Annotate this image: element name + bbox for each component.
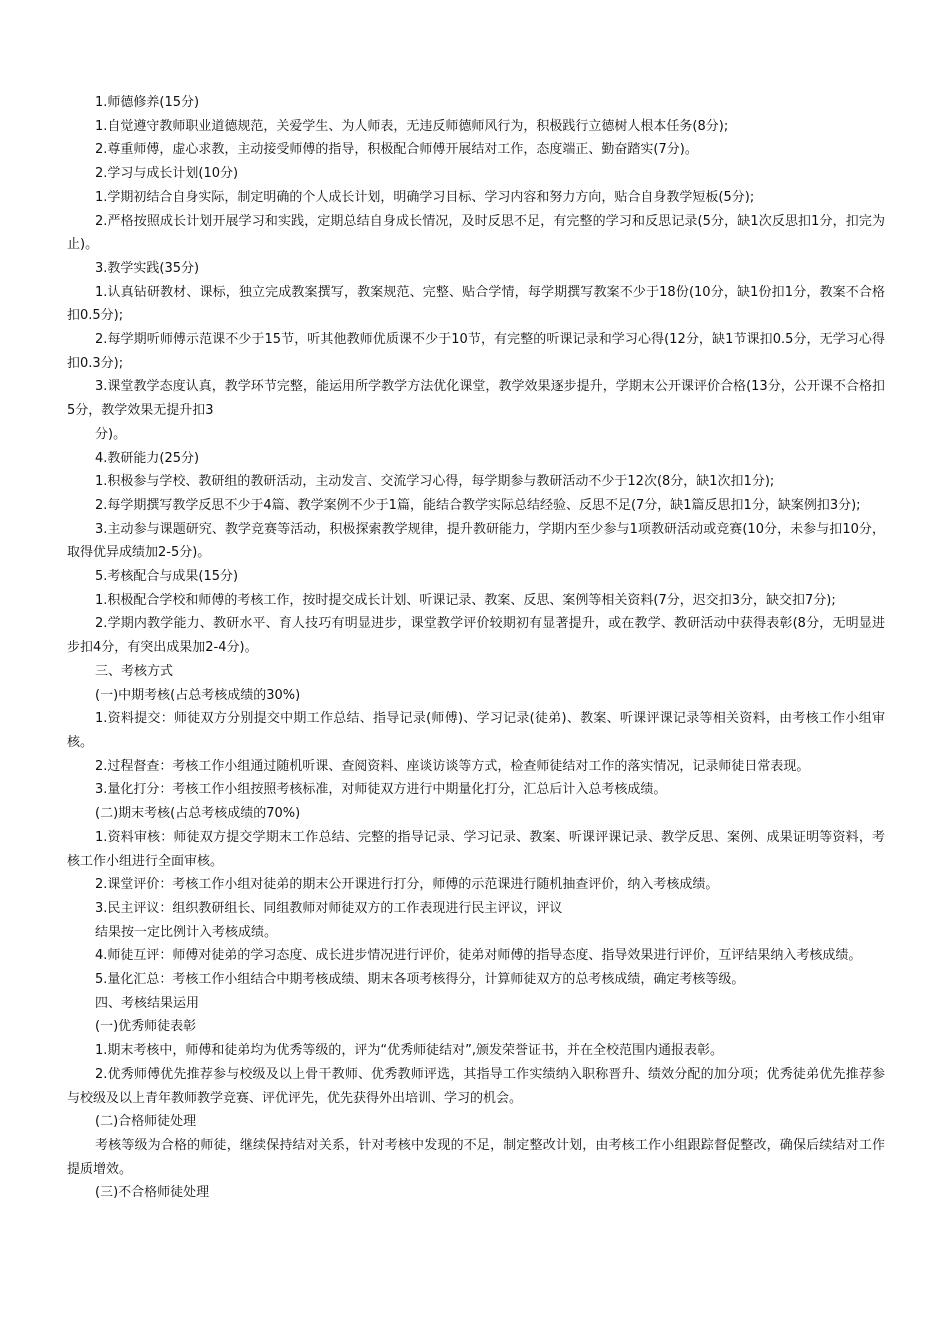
paragraph-continuation: 结果按一定比例计入考核成绩。 — [95, 924, 278, 940]
paragraph: 1.期末考核中，师傅和徒弟均为优秀等级的，评为“优秀师徒结对”,颁发荣誉证书，并在全校范围内通报表彰。 — [95, 1043, 724, 1059]
heading-research-ability: 4.教研能力(25分) — [95, 450, 200, 466]
paragraph: 2.严格按照成长计划开展学习和实践，定期总结自身成长情况，及时反思不足，有完整的学习和反思记录(5分，缺1次反思扣1分，扣完为止)。 — [67, 213, 885, 253]
paragraph: 3.民主评议：组织教研组长、同组教师对师徒双方的工作表现进行民主评议，评议 — [95, 900, 563, 916]
paragraph: 5.量化汇总：考核工作小组结合中期考核成绩、期末各项考核得分，计算师徒双方的总考核成绩，确定考核等级。 — [95, 972, 745, 988]
paragraph-continuation: 分)。 — [95, 426, 127, 442]
paragraph: 3.主动参与课题研究、教学竞赛等活动，积极探索教学规律，提升教研能力，学期内至少参与1项教研活动或竞赛(10分，未参与扣10分，取得优异成绩加2-5分)。 — [67, 521, 885, 561]
section-heading-assessment-method: 三、考核方式 — [95, 663, 174, 679]
paragraph: 2.每学期撰写教学反思不少于4篇、教学案例不少于1篇，能结合教学实际总结经验、反思不足(7分，缺1篇反思扣1分，缺案例扣3分); — [95, 497, 861, 513]
paragraph: 1.学期初结合自身实际，制定明确的个人成长计划，明确学习目标、学习内容和努力方向，贴合自身教学短板(5分); — [95, 189, 755, 205]
subheading-excellent: (一)优秀师徒表彰 — [95, 1019, 197, 1035]
section-heading-results: 四、考核结果运用 — [95, 995, 200, 1011]
paragraph: 2.过程督查：考核工作小组通过随机听课、查阅资料、座谈访谈等方式，检查师徒结对工作的落实情况，记录师徒日常表现。 — [95, 758, 810, 774]
paragraph: 2.课堂评价：考核工作小组对徒弟的期末公开课进行打分，师傅的示范课进行随机抽查评价，纳入考核成绩。 — [95, 877, 719, 893]
paragraph: 1.资料审核：师徒双方提交学期末工作总结、完整的指导记录、学习记录、教案、听课评课记录、教学反思、案例、成果证明等资料，考核工作小组进行全面审核。 — [67, 829, 885, 869]
subheading-final: (二)期末考核(占总考核成绩的70%) — [95, 806, 301, 822]
heading-cooperation: 5.考核配合与成果(15分) — [95, 569, 239, 585]
paragraph: 3.量化打分：考核工作小组按照考核标准，对师徒双方进行中期量化打分，汇总后计入总考核成绩。 — [95, 782, 667, 798]
paragraph: 2.每学期听师傅示范课不少于15节，听其他教师优质课不少于10节，有完整的听课记录和学习心得(12分，缺1节课扣0.5分，无学习心得扣0.3分); — [67, 332, 885, 371]
paragraph: 1.积极配合学校和师傅的考核工作，按时提交成长计划、听课记录、教案、反思、案例等相关资料(7分，迟交扣3分，缺交扣7分); — [95, 592, 836, 608]
paragraph: 2.尊重师傅，虚心求教，主动接受师傅的指导，积极配合师傅开展结对工作，态度端正、勤奋踏实(7分)。 — [95, 142, 698, 158]
paragraph: 1.自觉遵守教师职业道德规范，关爱学生、为人师表，无违反师德师风行为，积极践行立德树人根本任务(8分); — [95, 118, 729, 134]
paragraph: 4.师徒互评：师傅对徒弟的学习态度、成长进步情况进行评价，徒弟对师傅的指导态度、指导效果进行评价，互评结果纳入考核成绩。 — [95, 948, 862, 964]
paragraph: 1.认真钻研教材、课标，独立完成教案撰写，教案规范、完整、贴合学情，每学期撰写教案不少于18份(10分，缺1份扣1分，教案不合格扣0.5分); — [67, 284, 885, 324]
subheading-unqualified: (三)不合格师徒处理 — [95, 1185, 210, 1201]
subheading-midterm: (一)中期考核(占总考核成绩的30%) — [95, 687, 301, 703]
subheading-qualified: (二)合格师徒处理 — [95, 1114, 197, 1130]
heading-growth-plan: 2.学习与成长计划(10分) — [95, 166, 239, 182]
heading-ethics: 1.师德修养(15分) — [95, 95, 200, 110]
document-body — [67, 91, 885, 1205]
heading-teaching-practice: 3.教学实践(35分) — [95, 260, 200, 276]
paragraph: 2.学期内教学能力、教研水平、育人技巧有明显进步，课堂教学评价较期初有显著提升，或在教学、教研活动中获得表彰(8分，无明显进步扣4分，有突出成果加2-4分)。 — [67, 616, 885, 656]
paragraph: 考核等级为合格的师徒，继续保持结对关系，针对考核中发现的不足，制定整改计划，由考核工作小组跟踪督促整改，确保后续结对工作提质增效。 — [67, 1137, 885, 1177]
paragraph: 1.积极参与学校、教研组的教研活动，主动发言、交流学习心得，每学期参与教研活动不少于12次(8分，缺1次扣1分); — [95, 474, 775, 490]
paragraph: 2.优秀师傅优先推荐参与校级及以上骨干教师、优秀教师评选，其指导工作实绩纳入职称晋升、绩效分配的加分项；优秀徒弟优先推荐参与校级及以上青年教师教学竞赛、评优评先，优先获得外出培训、学习的机会。 — [67, 1066, 885, 1106]
paragraph: 3.课堂教学态度认真，教学环节完整，能运用所学教学方法优化课堂，教学效果逐步提升，学期末公开课评价合格(13分，公开课不合格扣5分，教学效果无提升扣3 — [67, 379, 885, 419]
paragraph: 1.资料提交：师徒双方分别提交中期工作总结、指导记录(师傅)、学习记录(徒弟)、教案、听课评课记录等相关资料，由考核工作小组审核。 — [67, 711, 885, 750]
